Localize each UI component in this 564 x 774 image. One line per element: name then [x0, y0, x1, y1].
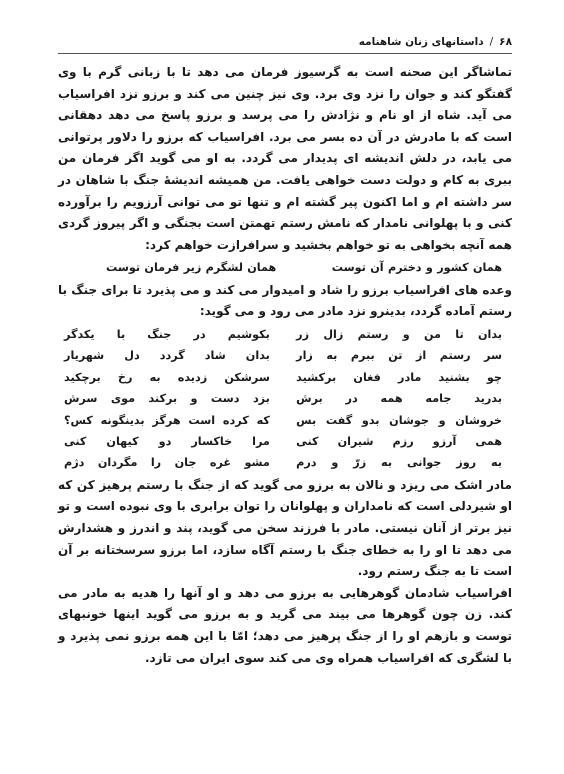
verse-hemistich-right: بدان تا من و رستم زال زر: [296, 327, 502, 341]
verse-hemistich-left: همان لشگرم زیر فرمان توست: [106, 261, 277, 275]
verse-row: [58, 324, 512, 345]
verse-hemistich-left: مشو غره جان را مگردان دژم: [64, 456, 270, 470]
verse-hemistich-left: سرشکن زدیده به رخ برچکید: [64, 370, 270, 384]
paragraph-middle: وعده های افراسیاب برزو را شاد و امیدوار می کند و می پذیرد تا برای جنگ با رستم آماده گردد، بدینرو نزد مادر می رود و می گوید:: [58, 282, 512, 319]
verse-hemistich-left: مرا خاکسار دو کیهان کنی: [64, 434, 270, 448]
verse-block-1: [58, 257, 512, 278]
verse-row: [58, 431, 512, 452]
body-text: [58, 62, 512, 669]
book-title: داستانهای زنان شاهنامه: [358, 36, 484, 48]
verse-row: [58, 388, 512, 409]
verse-hemistich-right: همان کشور و دخترم آن توست: [331, 261, 502, 275]
verse-hemistich-left: بدان شاد گردد دل شهریار: [64, 349, 270, 363]
verse-hemistich-left: بکوشیم در جنگ با یکدگر: [64, 327, 270, 341]
header-separator: /: [489, 36, 494, 48]
verse-block-2: [58, 324, 512, 474]
paragraph-mother: مادر اشک می ریزد و نالان به برزو می گوید که از جنگ با رستم پرهیز کن که او شیردلی است که نامداران و پهلوانان را توان برابری با وی نبوده است و تو نیز برتر از آنان نیستی. مادر با فرزند سخن می گوید، پند و اندرز و هشدارش می دهد تا او را به خطای جنگ با رستم آگاه سازد، اما برزو سرسختانه بر آن است تا به جنگ رستم رود.: [58, 477, 512, 579]
paragraph-afrasiab: افراسیاب شادمان گوهرهایی به برزو می دهد و او آنها را هدیه به مادر می کند. زن چون گوهرها می بیند می گرید و به برزو می گوید اینها خونبهای توست و بازهم او را از جنگ پرهیز می دهد؛ امّا با این همه برزو نمی پذیرد و با لشگری که افراسیاب همراه وی می کند سوی ایران می تازد.: [58, 585, 512, 665]
page-number: ۶۸: [499, 36, 512, 48]
verse-hemistich-right: خروشان و جوشان بدو گفت بس: [296, 413, 502, 427]
verse-hemistich-right: بدرید جامه همه در برش: [296, 392, 502, 406]
running-header: [58, 36, 512, 54]
paragraph-intro: تماشاگر این صحنه است به گرسیوز فرمان می دهد تا با زبانی گرم با وی گفتگو کند و جوان را نزد وی برد. وی نیز چنین می کند و برزو نزد افراسیاب می آید. شاه از او نام و نژادش را می پرسد و برزو پاسخ می دهد دهقانی است که با مادرش در آن ده بسر می برد. افراسیاب که برزو را دلاور پرتوانی می یابد، در دلش اندیشه ای پدیدار می گردد. به او می گوید اگر فرمان من ببری به کام و دولت دست خواهی یافت. من همیشه اندیشهٔ جنگ با شاهان در سر داشته ام و اما اکنون پیر گشته ام و تنها تو می توانی آرزویم را برآورده کنی و با پهلوانی نامدار که نامش رستم تهمتن است بجنگی و اگر پیروز گردی همه آنچه بخواهی به تو خواهم بخشید و سرافرازت خواهم کرد:: [58, 65, 512, 252]
verse-hemistich-right: همی آرزو رزم شیران کنی: [296, 434, 502, 448]
verse-hemistich-right: سر رستم از تن ببرم به زار: [296, 349, 502, 363]
verse-row: [58, 452, 512, 473]
verse-row: [58, 367, 512, 388]
verse-row: [58, 410, 512, 431]
verse-row: [58, 345, 512, 366]
verse-hemistich-left: بزد دست و برکند موی سرش: [64, 392, 270, 406]
verse-hemistich-right: چو بشنید مادر فغان برکشید: [296, 370, 502, 384]
verse-hemistich-left: که کرده است هرگز بدینگونه کس؟: [64, 413, 270, 427]
verse-hemistich-right: به روز جوانی به زرّ و درم: [296, 456, 502, 470]
verse-row: [58, 257, 512, 278]
